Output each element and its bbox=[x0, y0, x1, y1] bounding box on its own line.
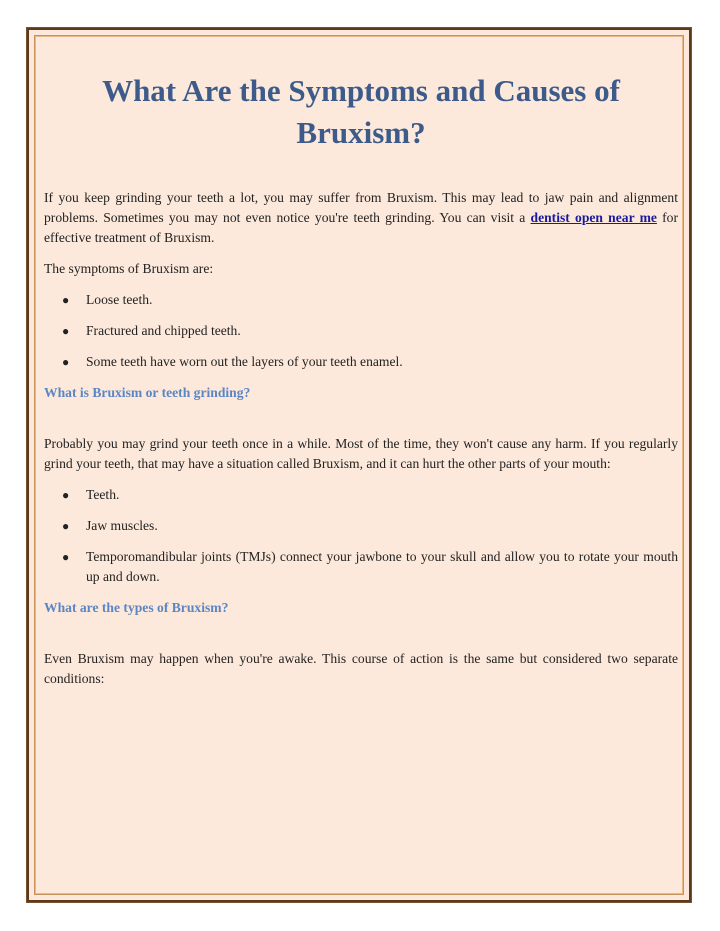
page-title: What Are the Symptoms and Causes of Bruxism? bbox=[102, 73, 620, 150]
bullet-icon: ● bbox=[62, 550, 70, 564]
list-item: ● Temporomandibular joints (TMJs) connect your jawbone to your skull and allow you to rotate your mouth up and down. bbox=[62, 549, 678, 584]
document-page bbox=[27, 28, 691, 902]
list-item: ● Jaw muscles. bbox=[44, 516, 678, 536]
intro-text-after-link: for effective treatment of Bruxism. bbox=[44, 210, 678, 245]
bullet-icon: ● bbox=[62, 355, 70, 369]
list-item: ● Loose teeth. bbox=[44, 290, 678, 310]
affected-parts-list bbox=[44, 485, 678, 587]
section2-paragraph: Even Bruxism may happen when you're awake. This course of action is the same but considered two separate conditions: bbox=[44, 651, 678, 686]
section-heading-what-is-bruxism: What is Bruxism or teeth grinding? bbox=[44, 385, 251, 400]
list-item: ● Some teeth have worn out the layers of your teeth enamel. bbox=[44, 352, 678, 372]
bullet-icon: ● bbox=[62, 519, 70, 533]
symptoms-lead: The symptoms of Bruxism are: bbox=[44, 261, 214, 276]
symptoms-list bbox=[44, 290, 678, 372]
section-heading-types-of-bruxism: What are the types of Bruxism? bbox=[44, 600, 229, 615]
document-content bbox=[44, 70, 678, 700]
dentist-open-near-me-link[interactable]: dentist open near me bbox=[530, 210, 657, 225]
section1-paragraph: Probably you may grind your teeth once in a while. Most of the time, they won't cause any harm. If you regularly grind your teeth, that may have a situation called Bruxism, and it can hurt the other parts of your mouth: bbox=[44, 436, 678, 471]
intro-text-before-link: If you keep grinding your teeth a lot, you may suffer from Bruxism. This may lead to jaw pain and alignment problems. Sometimes you may not even notice you're teeth grinding. You can visit a bbox=[44, 190, 678, 225]
bullet-icon: ● bbox=[62, 324, 70, 338]
intro-paragraph bbox=[44, 188, 678, 248]
bullet-icon: ● bbox=[62, 293, 70, 307]
list-item: ● Fractured and chipped teeth. bbox=[44, 321, 678, 341]
bullet-icon: ● bbox=[62, 488, 70, 502]
list-item: ● Teeth. bbox=[44, 485, 678, 505]
